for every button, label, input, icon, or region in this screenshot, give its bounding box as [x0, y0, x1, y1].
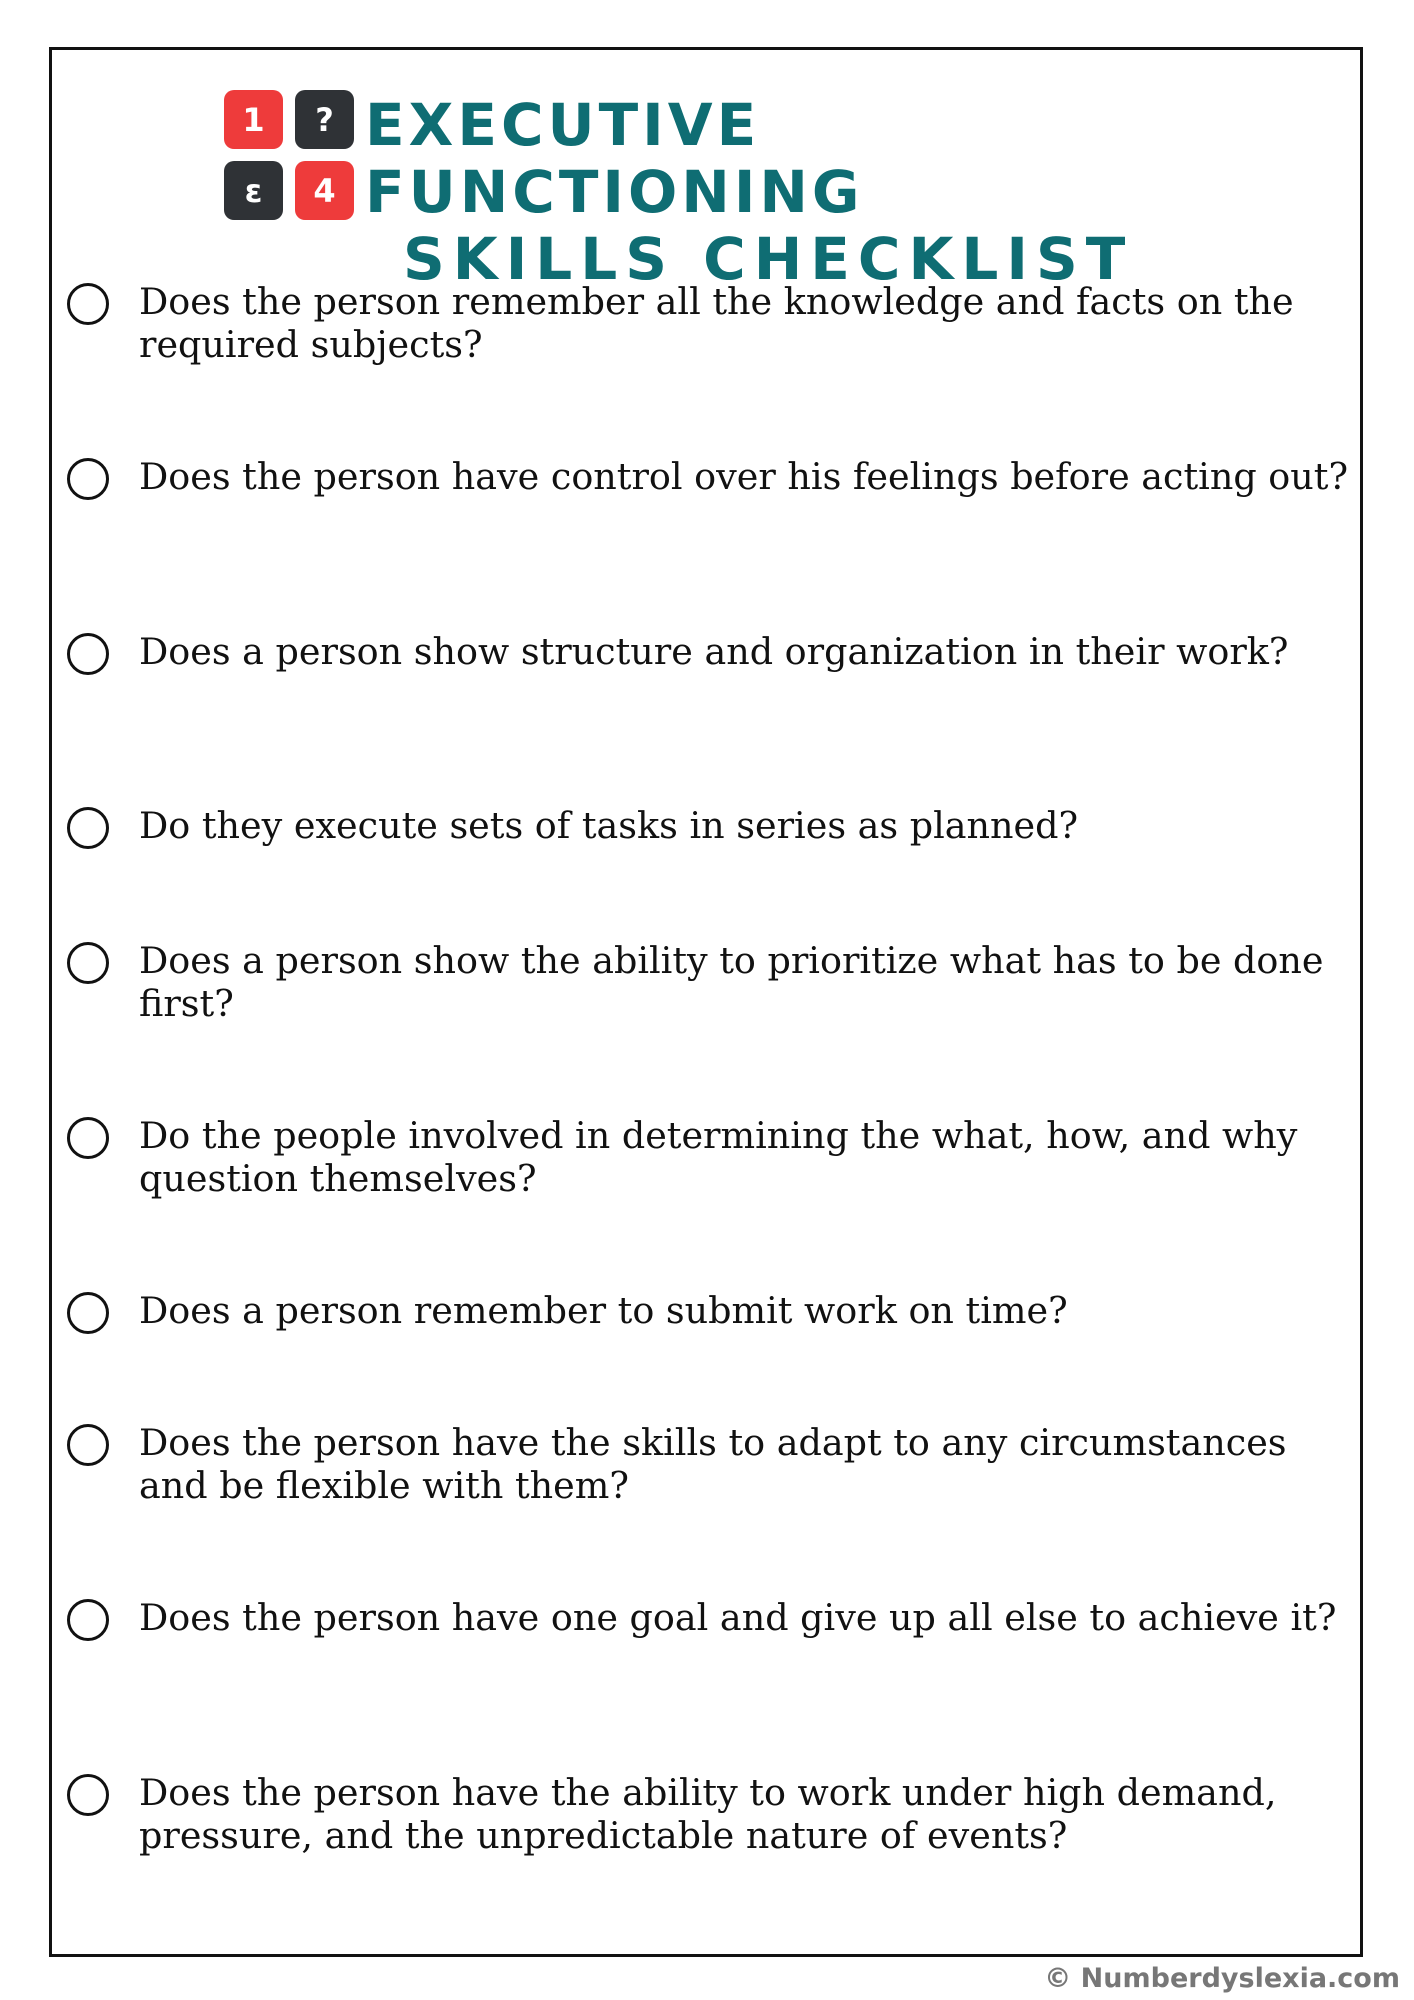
checklist-item-text: Does the person have one goal and give up all else to achieve it?	[139, 1596, 1337, 1639]
checklist-item	[67, 1421, 1357, 1541]
checkbox-circle[interactable]	[67, 942, 109, 984]
logo-tile-3: ε	[224, 161, 283, 220]
logo-tile-4: 4	[295, 161, 354, 220]
page-title	[365, 92, 1265, 293]
checklist-item-text: Does a person show structure and organization in their work?	[139, 630, 1289, 673]
checklist-item	[67, 630, 1357, 750]
checklist-item-text: Does the person remember all the knowledge and facts on the required subjects?	[139, 280, 1294, 366]
checklist-item	[67, 1114, 1357, 1234]
checkbox-circle[interactable]	[67, 283, 109, 325]
checklist-item	[67, 804, 1357, 924]
checkbox-circle[interactable]	[67, 1292, 109, 1334]
checkbox-circle[interactable]	[67, 633, 109, 675]
checkbox-circle[interactable]	[67, 1424, 109, 1466]
logo-tile-1: 1	[224, 90, 283, 149]
checklist-item	[67, 280, 1357, 400]
worksheet-frame	[49, 47, 1363, 1957]
checklist-item-text: Does a person remember to submit work on time?	[139, 1289, 1068, 1332]
logo-tiles	[224, 90, 356, 222]
page-title-line-1: EXECUTIVE FUNCTIONING	[365, 91, 864, 226]
checklist-item-text: Does the person have the ability to work under high demand, pressure, and the unpredictable nature of events?	[139, 1771, 1277, 1857]
checklist-item-text: Does the person have control over his feelings before acting out?	[139, 455, 1349, 498]
checkbox-circle[interactable]	[67, 458, 109, 500]
checklist-item-text: Does a person show the ability to prioritize what has to be done first?	[139, 939, 1324, 1025]
checkbox-circle[interactable]	[67, 1774, 109, 1816]
checklist-item-text: Do they execute sets of tasks in series as planned?	[139, 804, 1079, 847]
checkbox-circle[interactable]	[67, 1599, 109, 1641]
checklist-item	[67, 1771, 1357, 1891]
checklist-item	[67, 455, 1357, 575]
copyright-footer: © Numberdyslexia.com	[1044, 1963, 1400, 1994]
checklist-item-text: Do the people involved in determining the what, how, and why question themselves?	[139, 1114, 1298, 1200]
checklist-item-text: Does the person have the skills to adapt to any circumstances and be flexible with them?	[139, 1421, 1287, 1507]
checklist-item	[67, 1289, 1357, 1409]
checkbox-circle[interactable]	[67, 1117, 109, 1159]
checklist-item	[67, 1596, 1357, 1716]
logo-tile-2: ?	[295, 90, 354, 149]
header	[52, 50, 1360, 293]
checkbox-circle[interactable]	[67, 807, 109, 849]
checklist-item	[67, 939, 1357, 1059]
page-title-line-2: SKILLS CHECKLIST	[403, 225, 1134, 293]
